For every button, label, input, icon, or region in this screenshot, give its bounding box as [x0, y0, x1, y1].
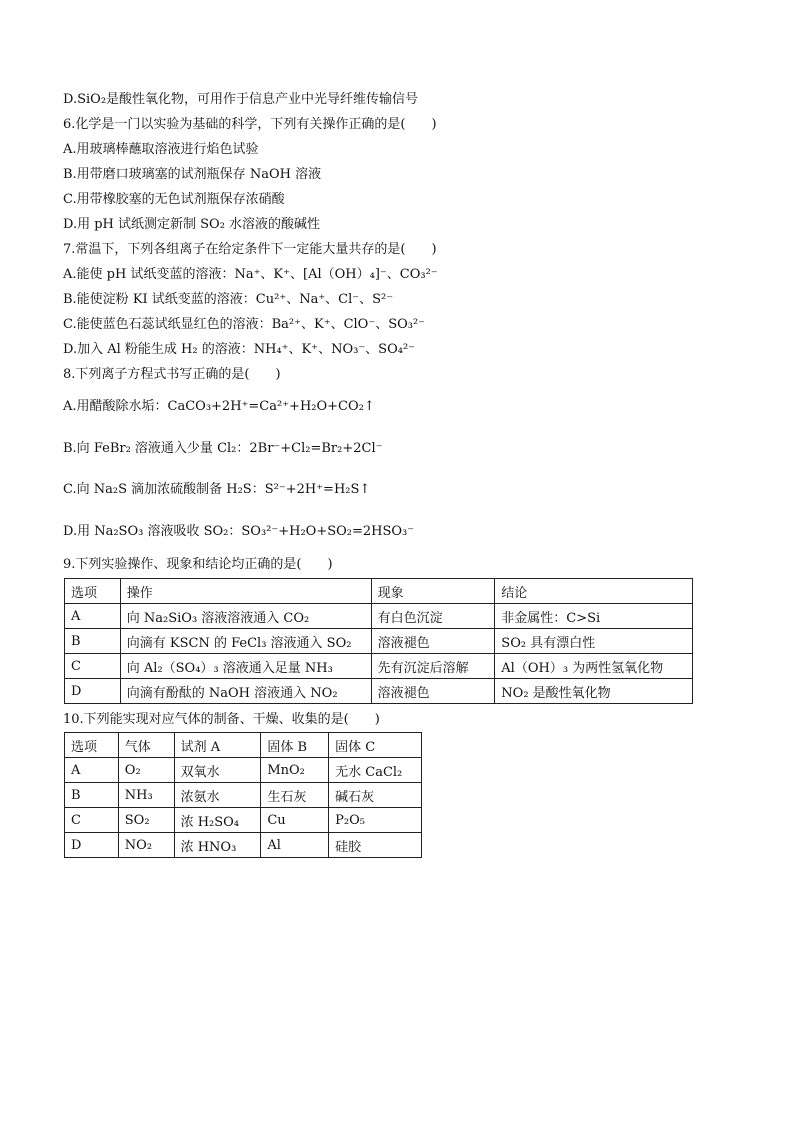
column-header: 选项 — [65, 733, 119, 758]
text-line: D.加入 Al 粉能生成 H₂ 的溶液：NH₄⁺、K⁺、NO₃⁻、SO₄²⁻ — [63, 342, 416, 357]
column-header: 结论 — [495, 579, 693, 604]
table-cell: 硅胶 — [329, 833, 422, 858]
table-row — [65, 783, 422, 808]
table-cell: P₂O₅ — [329, 808, 422, 833]
table-cell: 非金属性：C>Si — [495, 604, 693, 629]
table-row — [65, 654, 693, 679]
text-line: C.向 Na₂S 滴加浓硫酸制备 H₂S：S²⁻+2H⁺=H₂S↑ — [63, 482, 371, 497]
column-header: 固体 B — [261, 733, 329, 758]
table-question-9 — [64, 578, 693, 704]
column-header: 现象 — [371, 579, 495, 604]
column-header: 选项 — [65, 579, 121, 604]
text-line: 9.下列实验操作、现象和结论均正确的是( ) — [63, 557, 333, 572]
table-header-row — [65, 579, 693, 604]
table-question-10 — [64, 732, 422, 858]
table-cell: 有白色沉淀 — [371, 604, 495, 629]
text-line: 6.化学是一门以实验为基础的科学，下列有关操作正确的是( ) — [63, 117, 437, 132]
table-cell: O₂ — [118, 758, 174, 783]
text-line: 8.下列离子方程式书写正确的是( ) — [63, 367, 281, 382]
table-cell: 浓 HNO₃ — [174, 833, 261, 858]
table-cell: B — [65, 629, 121, 654]
table-cell: SO₂ 具有漂白性 — [495, 629, 693, 654]
table-cell: SO₂ — [118, 808, 174, 833]
table-row — [65, 833, 422, 858]
table-cell: A — [65, 604, 121, 629]
text-line: B.用带磨口玻璃塞的试剂瓶保存 NaOH 溶液 — [63, 167, 322, 182]
table-cell: 双氧水 — [174, 758, 261, 783]
text-line: B.向 FeBr₂ 溶液通入少量 Cl₂：2Br⁻+Cl₂=Br₂+2Cl⁻ — [63, 441, 383, 456]
table-cell: 向 Na₂SiO₃ 溶液溶液通入 CO₂ — [120, 604, 371, 629]
text-line: 10.下列能实现对应气体的制备、干燥、收集的是( ) — [63, 712, 380, 727]
text-line: D.用 pH 试纸测定新制 SO₂ 水溶液的酸碱性 — [63, 217, 321, 232]
table-cell: 浓氨水 — [174, 783, 261, 808]
table-cell: 生石灰 — [261, 783, 329, 808]
table-cell: 向滴有 KSCN 的 FeCl₃ 溶液通入 SO₂ — [120, 629, 371, 654]
table-cell: 向 Al₂（SO₄）₃ 溶液通入足量 NH₃ — [120, 654, 371, 679]
text-line: A.能使 pH 试纸变蓝的溶液：Na⁺、K⁺、[Al（OH）₄]⁻、CO₃²⁻ — [63, 267, 438, 282]
text-line: 7.常温下，下列各组离子在给定条件下一定能大量共存的是( ) — [63, 242, 437, 257]
table-cell: NO₂ 是酸性氧化物 — [495, 679, 693, 704]
table-header-row — [65, 733, 422, 758]
column-header: 固体 C — [329, 733, 422, 758]
table-cell: C — [65, 808, 119, 833]
text-line: D.SiO₂是酸性氧化物，可用作于信息产业中光导纤维传输信号 — [63, 92, 419, 107]
table-cell: MnO₂ — [261, 758, 329, 783]
table-cell: 溶液褪色 — [371, 629, 495, 654]
table-cell: B — [65, 783, 119, 808]
text-line: A.用醋酸除水垢：CaCO₃+2H⁺=Ca²⁺+H₂O+CO₂↑ — [63, 399, 375, 414]
column-header: 操作 — [120, 579, 371, 604]
table-cell: D — [65, 833, 119, 858]
text-line: D.用 Na₂SO₃ 溶液吸收 SO₂：SO₃²⁻+H₂O+SO₂=2HSO₃⁻ — [63, 524, 415, 539]
table-cell: 无水 CaCl₂ — [329, 758, 422, 783]
column-header: 试剂 A — [174, 733, 261, 758]
table-cell: Cu — [261, 808, 329, 833]
text-line: A.用玻璃棒蘸取溶液进行焰色试验 — [63, 142, 259, 157]
table-cell: NO₂ — [118, 833, 174, 858]
table-cell: Al（OH）₃ 为两性氢氧化物 — [495, 654, 693, 679]
table-cell: 向滴有酚酞的 NaOH 溶液通入 NO₂ — [120, 679, 371, 704]
table-cell: NH₃ — [118, 783, 174, 808]
text-line: C.能使蓝色石蕊试纸显红色的溶液：Ba²⁺、K⁺、ClO⁻、SO₃²⁻ — [63, 317, 426, 332]
table-cell: C — [65, 654, 121, 679]
table-row — [65, 758, 422, 783]
table-cell: 先有沉淀后溶解 — [371, 654, 495, 679]
table-cell: D — [65, 679, 121, 704]
table-row — [65, 808, 422, 833]
table-cell: 碱石灰 — [329, 783, 422, 808]
table-row — [65, 679, 693, 704]
text-line: C.用带橡胶塞的无色试剂瓶保存浓硝酸 — [63, 192, 285, 207]
table-cell: A — [65, 758, 119, 783]
table-row — [65, 604, 693, 629]
table-cell: 溶液褪色 — [371, 679, 495, 704]
table-row — [65, 629, 693, 654]
table-cell: Al — [261, 833, 329, 858]
text-line: B.能使淀粉 KI 试纸变蓝的溶液：Cu²⁺、Na⁺、Cl⁻、S²⁻ — [63, 292, 394, 307]
column-header: 气体 — [118, 733, 174, 758]
table-cell: 浓 H₂SO₄ — [174, 808, 261, 833]
